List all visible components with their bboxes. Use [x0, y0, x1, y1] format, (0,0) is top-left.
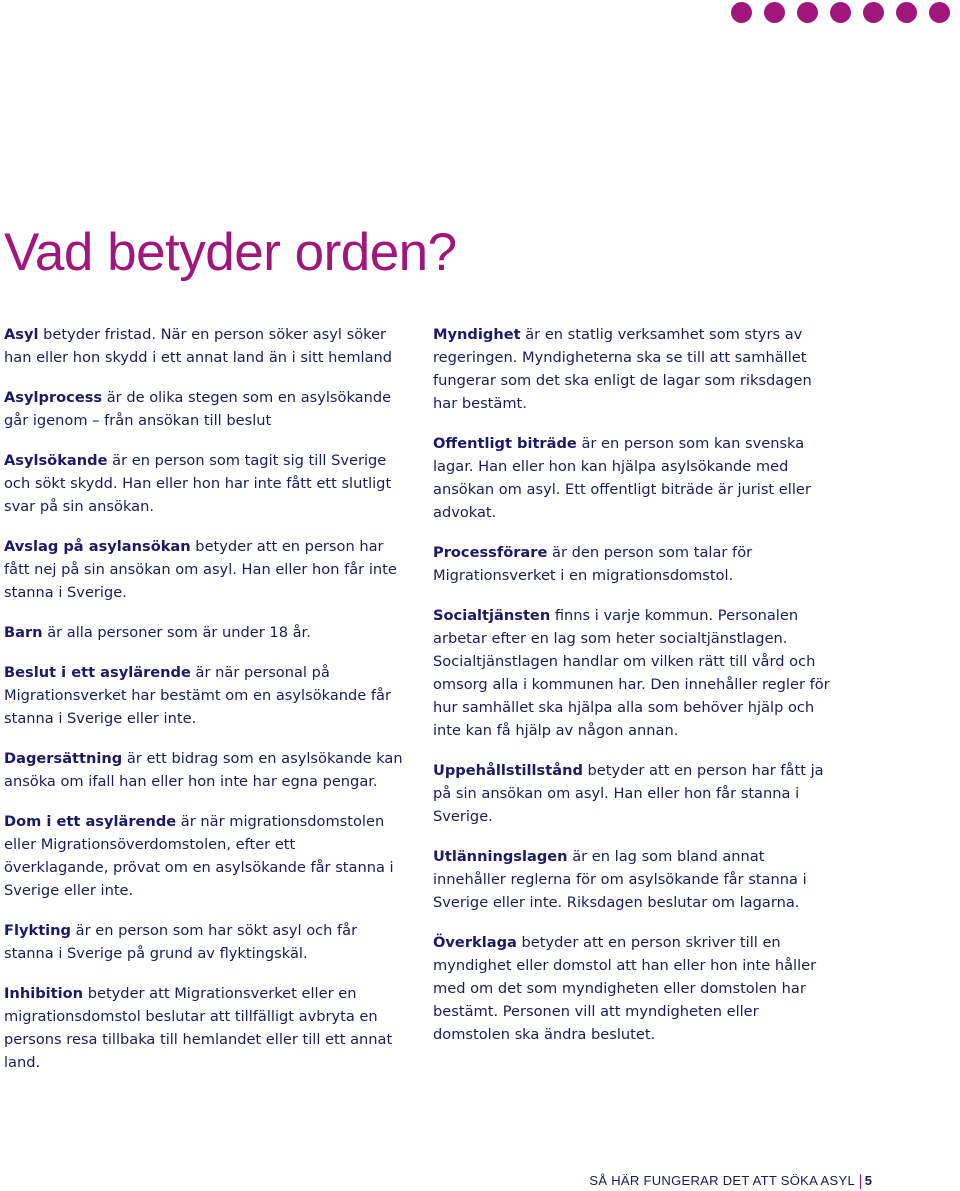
right-column: [433, 323, 833, 1063]
decorative-dots: [731, 2, 960, 23]
glossary-entry: [4, 621, 404, 644]
glossary-entry: [4, 386, 404, 432]
dot-icon: [830, 2, 851, 23]
entry-definition: är en person som tagit sig till Sverige och sökt skydd. Han eller hon har inte fått ett slutligt svar på sin ansökan.: [4, 452, 392, 515]
glossary-entry: [433, 541, 833, 587]
footer-text: SÅ HÄR FUNGERAR DET ATT SÖKA ASYL: [589, 1173, 855, 1188]
page-number: 5: [864, 1173, 872, 1188]
entry-definition: är när personal på Migrationsverket har bestämt om en asylsökande får stanna i Sverige eller inte.: [4, 664, 391, 727]
glossary-entry: [433, 759, 833, 828]
entry-term: Beslut i ett asylärende: [4, 664, 191, 681]
entry-term: Överklaga: [433, 934, 517, 951]
entry-definition: finns i varje kommun. Personalen arbetar efter en lag som heter socialtjänstlagen. Socialtjänstlagen handlar om vilken rätt till vård och omsorg alla i kommunen har. Den innehåller regler för hur samhället ska hjälpa alla som behöver hjälp och inte kan få hjälp av någon annan.: [433, 607, 830, 739]
entry-term: Asylprocess: [4, 389, 103, 406]
left-column: [4, 323, 404, 1091]
entry-definition: är en person som kan svenska lagar. Han eller hon kan hjälpa asylsökande med ansökan om asyl. Ett offentligt biträde är jurist eller advokat.: [433, 435, 811, 521]
entry-term: Barn: [4, 624, 43, 641]
entry-definition: betyder att en person skriver till en myndighet eller domstol att han eller hon inte håller med om det som myndigheten eller domstolen har bestämt. Personen vill att myndigheten eller domstolen ska ändra beslutet.: [433, 934, 817, 1043]
entry-term: Processförare: [433, 544, 548, 561]
dot-icon: [896, 2, 917, 23]
glossary-entry: [4, 747, 404, 793]
entry-term: Inhibition: [4, 985, 84, 1002]
glossary-entry: [4, 919, 404, 965]
glossary-entry: [4, 323, 404, 369]
entry-definition: betyder att Migrationsverket eller en migrationsdomstol beslutar att tillfälligt avbryta en persons resa tillbaka till hemlandet eller till ett annat land.: [4, 985, 393, 1071]
glossary-entry: [433, 845, 833, 914]
glossary-entry: [433, 931, 833, 1046]
dot-icon: [764, 2, 785, 23]
dot-icon: [929, 2, 950, 23]
glossary-entry: [4, 982, 404, 1074]
dot-icon: [863, 2, 884, 23]
entry-term: Offentligt biträde: [433, 435, 577, 452]
entry-definition: betyder fristad. När en person söker asyl söker han eller hon skydd i ett annat land än i sitt hemland: [4, 326, 393, 366]
entry-term: Myndighet: [433, 326, 521, 343]
entry-definition: är när migrationsdomstolen eller Migrationsöverdomstolen, efter ett överklagande, prövat om en asylsökande får stanna i Sverige eller inte.: [4, 813, 394, 899]
glossary-entry: [4, 449, 404, 518]
entry-term: Dom i ett asylärende: [4, 813, 177, 830]
page-title: Vad betyder orden?: [4, 223, 457, 282]
entry-definition: betyder att en person har fått nej på sin ansökan om asyl. Han eller hon får inte stanna i Sverige.: [4, 538, 397, 601]
entry-term: Dagersättning: [4, 750, 123, 767]
entry-term: Asylsökande: [4, 452, 108, 469]
entry-term: Flykting: [4, 922, 72, 939]
entry-term: Utlänningslagen: [433, 848, 568, 865]
entry-definition: är en person som har sökt asyl och får stanna i Sverige på grund av flyktingskäl.: [4, 922, 358, 962]
dot-icon: [731, 2, 752, 23]
entry-definition: är en lag som bland annat innehåller reglerna för om asylsökande får stanna i Sverige eller inte. Riksdagen beslutar om lagarna.: [433, 848, 807, 911]
entry-term: Uppehållstillstånd: [433, 762, 583, 779]
glossary-entry: [433, 604, 833, 742]
glossary-entry: [433, 323, 833, 415]
glossary-entry: [433, 432, 833, 524]
glossary-entry: [4, 661, 404, 730]
glossary-entry: [4, 535, 404, 604]
entry-definition: är de olika stegen som en asylsökande går igenom – från ansökan till beslut: [4, 389, 392, 429]
footer-divider: [860, 1174, 861, 1189]
dot-icon: [797, 2, 818, 23]
entry-definition: är en statlig verksamhet som styrs av regeringen. Myndigheterna ska se till att samhället fungerar som det ska enligt de lagar som riksdagen har bestämt.: [433, 326, 812, 412]
glossary-entry: [4, 810, 404, 902]
entry-term: Asyl: [4, 326, 39, 343]
entry-term: Socialtjänsten: [433, 607, 551, 624]
entry-definition: är alla personer som är under 18 år.: [42, 624, 311, 641]
entry-definition: är den person som talar för Migrationsverket i en migrationsdomstol.: [433, 544, 753, 584]
entry-definition: är ett bidrag som en asylsökande kan ansöka om ifall han eller hon inte har egna pengar.: [4, 750, 403, 790]
entry-definition: betyder att en person har fått ja på sin ansökan om asyl. Han eller hon får stanna i Sverige.: [433, 762, 824, 825]
entry-term: Avslag på asylansökan: [4, 538, 191, 555]
